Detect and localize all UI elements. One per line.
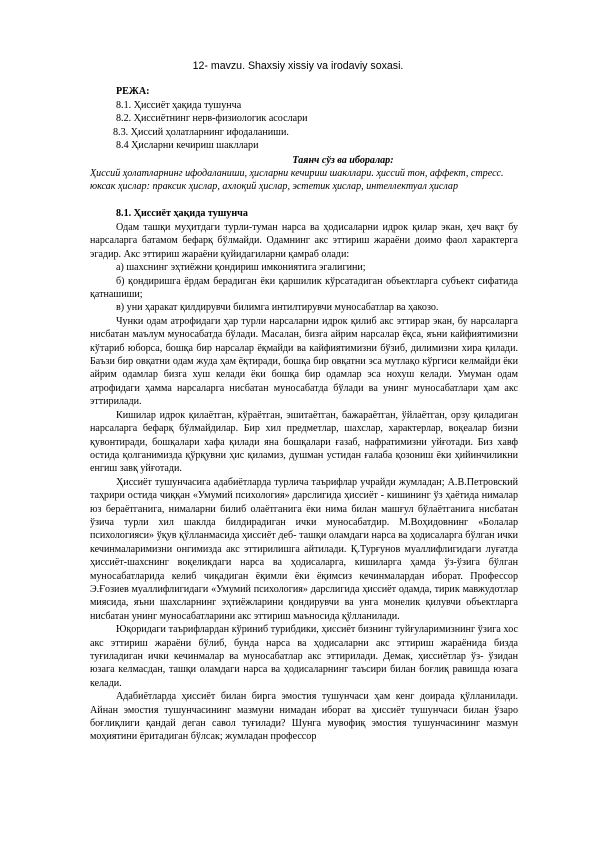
keywords-heading: Таянч сўз ва иборалар: — [292, 155, 394, 166]
plan-heading: РЕЖА: — [116, 86, 150, 97]
keywords-text: Ҳиссий ҳолатларнинг ифодаланиши, ҳисларни кечириш шакллари. ҳиссий тон, аффект, стресс. юксак ҳислар: праксик ҳислар, ахлоқий ҳислар, эстетик ҳислар, интеллектуал ҳислар — [90, 168, 504, 193]
page-title: 12- mavzu. Shaxsiy xissiy va irodaviy soxasi. — [192, 60, 404, 72]
paragraph: б) қондиришга ёрдам берадиган ёки қаршилик кўрсатадиган объектларга субъект сифатида қатнашиши; — [90, 275, 518, 301]
paragraph: Ҳиссиёт тушунчасига адабиётларда турлича таърифлар учрайди жумладан; А.В.Петровский таҳрири остида чиққан «Умумий психология» дарслигида ҳиссиёт - кишининг ўз ҳаётида нималар юз бераётганига, нималарни билиб олаётганига ёки нима билан машғул бўлаётганига нисбатан ўзича турли хил шаклда билдирадиган ички муносабатдир. М.Воҳидовнинг «Болалар психологияси» ўқув қўлланмасида ҳиссиёт деб- ташқи оламдаги нарса ва ҳодисаларга бўлган ички кечинмаларимизни онгимизда акс эттирилишга айтилади. Қ.Турғунов муаллифлигидаги луғатда ҳиссиёт-шахснинг воқеликдаги нарса ва ҳодисаларга, кишиларга ҳамда ўз-ўзига бўлган муносабатларида келиб чиқадиган ёқимли ёки ёқимсиз кечинмалардан иборат. Профессор Э.Ғозиев муаллифлигидаги «Умумий психология» дарслигида ҳиссиёт одамда, тирик мавжудотлар миясида, яъни шахсларнинг эҳтиёжларини қондирувчи ва унга монелик қилувчи объектларга нисбатан унинг муносабатларини акс эттириш маъносида қўлланилади. — [90, 476, 518, 622]
plan-item: 8.4 Ҳисларни кечириш шакллари — [116, 140, 259, 152]
paragraph: Чунки одам атрофидаги ҳар турли нарсаларни идрок қилиб акс эттирар экан, бу нарсаларга нисбатан маълум муносабатда бўлади. Масалан, бизга айрим нарсалар ёқса, яъни кайфиятимизни кўтариб юборса, бошқа бир нарсалар ёқмайди ва кайфиятимизни бўзиб, дилимизни хира қилади. Баъзи бир овқатни одам жуда ҳам ёқтиради, бошқа бир овқатни эса мутлақо кўргиси келмайди ёки айрим одамлар бизга хуш келади ёки бошқа бир одамлар эса нохуш келади. Умуман одам атрофидаги ҳамма нарсаларга нисбатан муносабатда бўлади ва унинг муносабатлари ҳам акс эттирилади. — [90, 315, 518, 408]
paragraph: в) уни ҳаракат қилдирувчи билимга интилтирувчи муносабатлар ва ҳакозо. — [116, 302, 439, 314]
plan-item: 8.2. Ҳиссиётнинг нерв-физиологик асослари — [116, 113, 308, 125]
section-heading: 8.1. Ҳиссиёт ҳақида тушунча — [116, 208, 248, 219]
paragraph: Кишилар идрок қилаётган, кўраётган, эшитаётган, бажараётган, ўйлаётган, орзу қиладиган нарсаларга бефарқ бўлмайдилар. Бир хил предметлар, шахслар, характерлар, воқеалар бизни қувонтиради, бошқалари хафа қилади яна бошқалари ғазаб, нафратимизни уйғотади. Биз хавф остида қолганимизда қўрқувни ҳис қиламиз, душман устидан ғалаба қозониш ёки ҳийинчиликни енгиш завқ уйғотади. — [90, 409, 518, 475]
paragraph: Одам ташқи муҳитдаги турли-туман нарса ва ҳодисаларни идрок қилар экан, ҳеч вақт бу нарсаларга батамом бефарқ бўлмайди. Одамнинг акс эттириш жараёни доимо фаол характерга эгадир. Акс эттириш жараёни қуйидагиларни қамраб олади: — [90, 222, 518, 260]
section-body — [90, 221, 518, 744]
plan-item: 8.1. Ҳиссиёт ҳақида тушунча — [116, 100, 242, 111]
plan-item: 8.3. Ҳиссий ҳолатларнинг ифодаланиши. — [113, 126, 289, 138]
paragraph: Юқоридаги таърифлардан кўриниб турибдики, ҳиссиёт бизнинг туйғуларимизнинг ўзига хос акс эттириш жараёни бўлиб, бунда нарса ва ҳодисаларни акс эттириш жараёнида бизда туғиладиган ички кечинмалар ва муносабатлар акс эттирилади. Демак, ҳиссиётлар ўз- ўзидан юзага келмасдан, ташқи оламдаги нарса ва ҳодисаларнинг таъсири билан боғлиқ равишда юзага келади. — [90, 624, 518, 689]
paragraph: Адабиётларда ҳиссиёт билан бирга эмостия тушунчаси ҳам кенг доирада қўлланилади. Айнан эмостия тушунчасининг мазмуни нимадан иборат ва ҳиссиёт тушунчаси билан ўзаро боғлиқлиги қандай деган савол туғилади? Шунга мувофиқ эмостия тушунчасининг мазмун моҳиятини ёритадиган бўлсак; жумладан профессор — [90, 691, 518, 743]
paragraph: а) шахснинг эҳтиёжни қондириш имкониятига эгалигини; — [116, 262, 366, 274]
